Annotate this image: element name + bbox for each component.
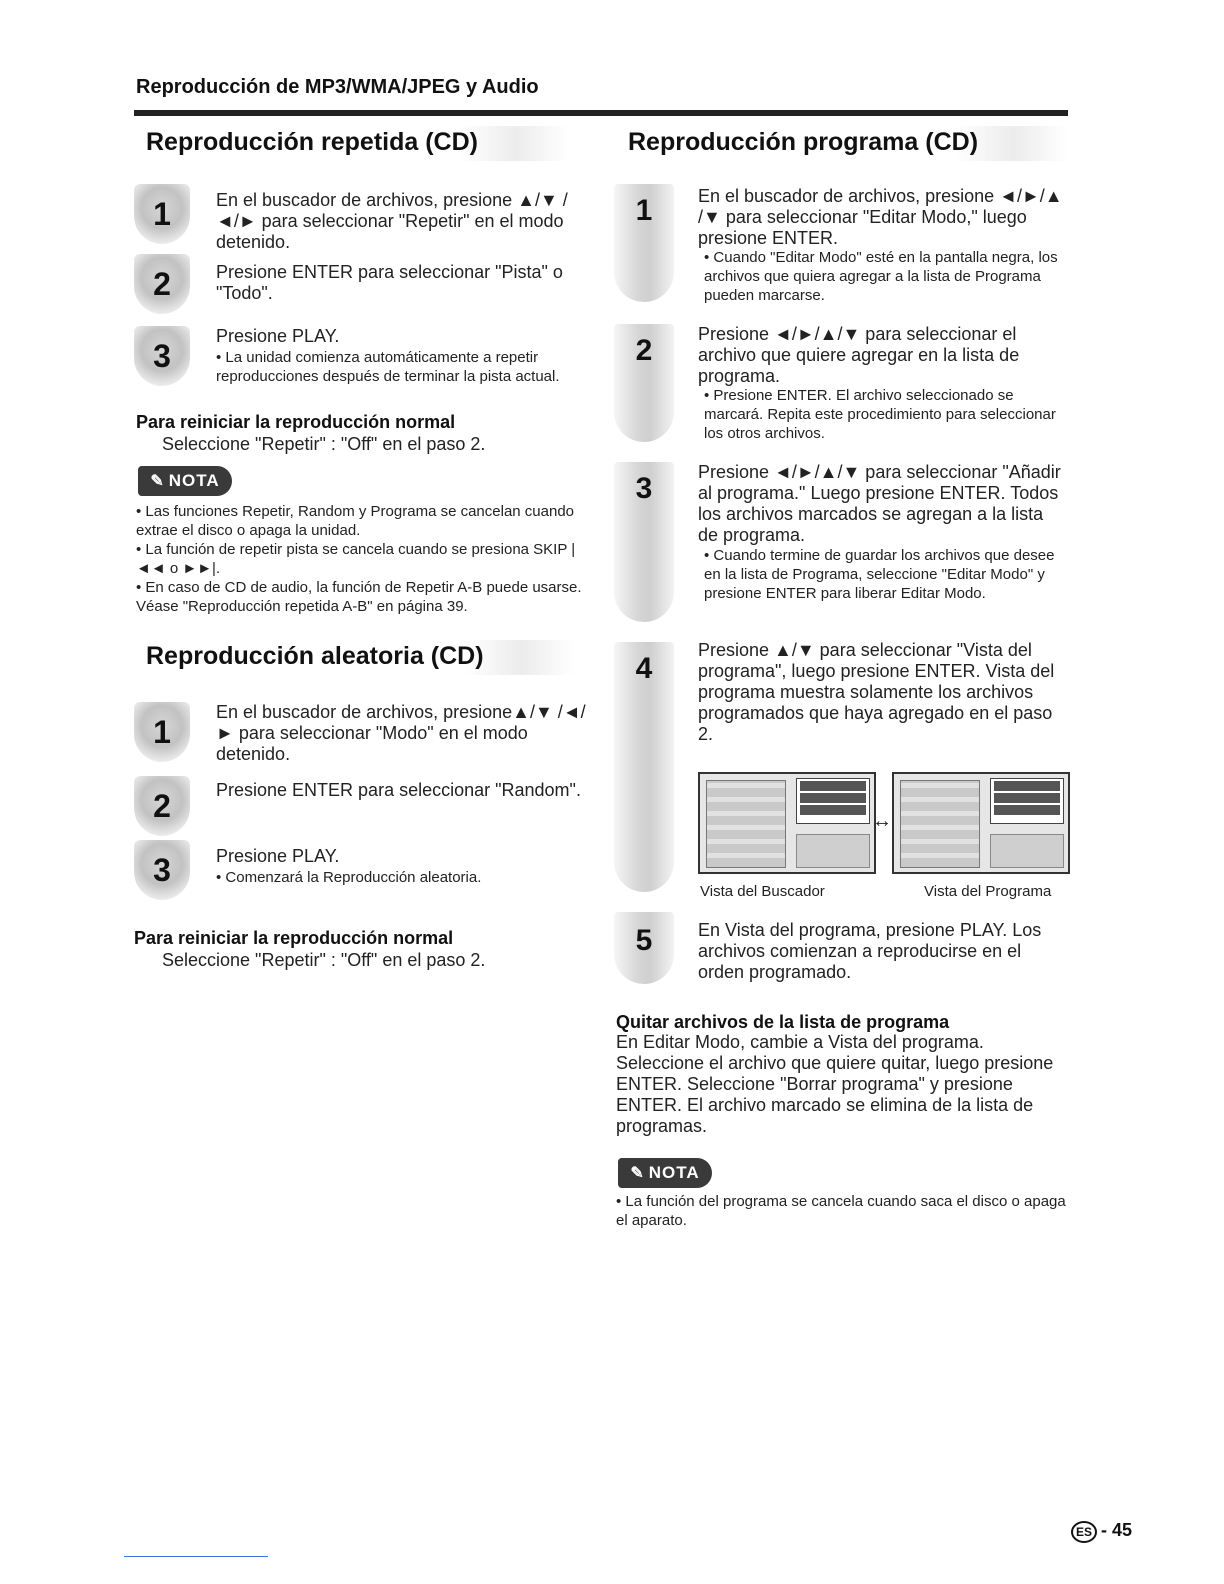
pencil-icon: ✎ [150, 473, 165, 490]
random-step-3-text: Presione PLAY. [216, 846, 340, 866]
page-header-title: Reproducción de MP3/WMA/JPEG y Audio [136, 76, 539, 98]
program-step-1-bullet: • Cuando "Editar Modo" esté en la pantalla negra, los archivos que quiera agregar a la lista de Programa pueden marcarse. [704, 248, 1068, 305]
language-badge: ES [1071, 1521, 1097, 1543]
browser-file-list [706, 780, 786, 868]
random-step-2-badge: 2 [134, 776, 190, 836]
repeat-step-3-badge: 3 [134, 326, 190, 386]
program-step-5-num: 5 [635, 924, 653, 957]
program-step-3-num: 3 [635, 472, 653, 505]
random-reset-text: Seleccione "Repetir" : "Off" en el paso 2. [162, 950, 486, 970]
view-switch-arrow: ↔ [872, 810, 892, 832]
program-step-2-bullet: • Presione ENTER. El archivo seleccionado se marcará. Repita este procedimiento para seleccionar los otros archivos. [704, 386, 1068, 443]
footer-line [124, 1556, 268, 1557]
remove-heading: Quitar archivos de la lista de programa [616, 1012, 950, 1032]
program-step-3-bullet: • Cuando termine de guardar los archivos que desee en la lista de Programa, seleccione "Editar Modo" y presione ENTER para liberar Editar Modo. [704, 546, 1068, 603]
header-rule [134, 110, 1068, 116]
program-popup-menu [990, 778, 1064, 824]
caption-program-view: Vista del Programa [924, 883, 1052, 900]
nota-label: NOTA [168, 471, 220, 490]
program-step-2-text: Presione ◄/►/▲/▼ para seleccionar el archivo que quiere agregar en la lista de programa. [698, 324, 1020, 386]
repeat-reset-text: Seleccione "Repetir" : "Off" en el paso 2. [162, 434, 486, 454]
program-step-1-num: 1 [635, 194, 653, 227]
random-reset-heading: Para reiniciar la reproducción normal [134, 928, 454, 948]
program-section-title: Reproducción programa (CD) [618, 126, 1068, 161]
repeat-step-3-text: Presione PLAY. [216, 326, 340, 346]
program-step-5-bar [614, 912, 674, 984]
repeat-step-1-badge: 1 [134, 184, 190, 244]
program-bottom-panel [990, 834, 1064, 868]
program-step-2-bar [614, 324, 674, 442]
program-step-1-text: En el buscador de archivos, presione ◄/►/▲ /▼ para seleccionar "Editar Modo," luego presione ENTER. [698, 186, 1063, 248]
program-nota-badge [618, 1158, 712, 1188]
repeat-step-3-bullet: • La unidad comienza automáticamente a repetir reproducciones después de terminar la pista actual. [216, 348, 586, 386]
repeat-reset-heading: Para reiniciar la reproducción normal [136, 412, 456, 432]
repeat-nota-badge [138, 466, 232, 496]
repeat-step-2-badge: 2 [134, 254, 190, 314]
program-step-3-text: Presione ◄/►/▲/▼ para seleccionar "Añadir al programa." Luego presione ENTER. Todos los archivos marcados se agregan a la lista de programa. [698, 462, 1061, 545]
random-step-1-badge: 1 [134, 702, 190, 762]
repeat-step-2-text: Presione ENTER para seleccionar "Pista" o "Todo". [216, 262, 563, 303]
program-file-list [900, 780, 980, 868]
program-step-4-bar [614, 642, 674, 892]
nota-label: NOTA [648, 1163, 700, 1182]
page-number [1071, 1520, 1132, 1543]
remove-text: En Editar Modo, cambie a Vista del programa. Seleccione el archivo que quiere quitar, luego presione ENTER. Seleccione "Borrar programa" y presione ENTER. El archivo marcado se elimina de la lista de programas. [616, 1032, 1054, 1136]
program-step-1-bar [614, 184, 674, 302]
repeat-note-1: • Las funciones Repetir, Random y Programa se cancelan cuando extrae el disco o apaga la unidad. [136, 502, 586, 540]
browser-view-screen [698, 772, 876, 874]
random-step-2-text: Presione ENTER para seleccionar "Random". [216, 780, 581, 800]
browser-bottom-panel [796, 834, 870, 868]
random-step-3-bullet: • Comenzará la Reproducción aleatoria. [216, 868, 586, 887]
caption-browser-view: Vista del Buscador [700, 883, 825, 900]
program-step-3-bar [614, 462, 674, 622]
random-step-1-text: En el buscador de archivos, presione▲/▼ /◄/► para seleccionar "Modo" en el modo detenido. [216, 702, 586, 764]
program-view-screen [892, 772, 1070, 874]
repeat-section-title: Reproducción repetida (CD) [136, 126, 568, 161]
pencil-icon: ✎ [630, 1165, 645, 1182]
repeat-step-1-text: En el buscador de archivos, presione ▲/▼ /◄/► para seleccionar "Repetir" en el modo detenido. [216, 190, 568, 252]
program-step-4-text: Presione ▲/▼ para seleccionar "Vista del programa", luego presione ENTER. Vista del programa muestra solamente los archivos programados que haya agregado en el paso 2. [698, 640, 1055, 744]
random-step-3-badge: 3 [134, 840, 190, 900]
repeat-note-2: • La función de repetir pista se cancela cuando se presiona SKIP |◄◄ o ►►|. [136, 540, 586, 578]
repeat-note-3: • En caso de CD de audio, la función de Repetir A-B puede usarse. Véase "Reproducción repetida A-B" en página 39. [136, 578, 586, 616]
program-note: • La función del programa se cancela cuando saca el disco o apaga el aparato. [616, 1192, 1068, 1230]
program-step-4-num: 4 [635, 652, 653, 685]
program-step-5-text: En Vista del programa, presione PLAY. Los archivos comienzan a reproducirse en el orden programado. [698, 920, 1042, 982]
program-step-2-num: 2 [635, 334, 653, 367]
random-section-title: Reproducción aleatoria (CD) [136, 640, 574, 675]
browser-popup-menu [796, 778, 870, 824]
page-number-text: - 45 [1100, 1520, 1132, 1540]
